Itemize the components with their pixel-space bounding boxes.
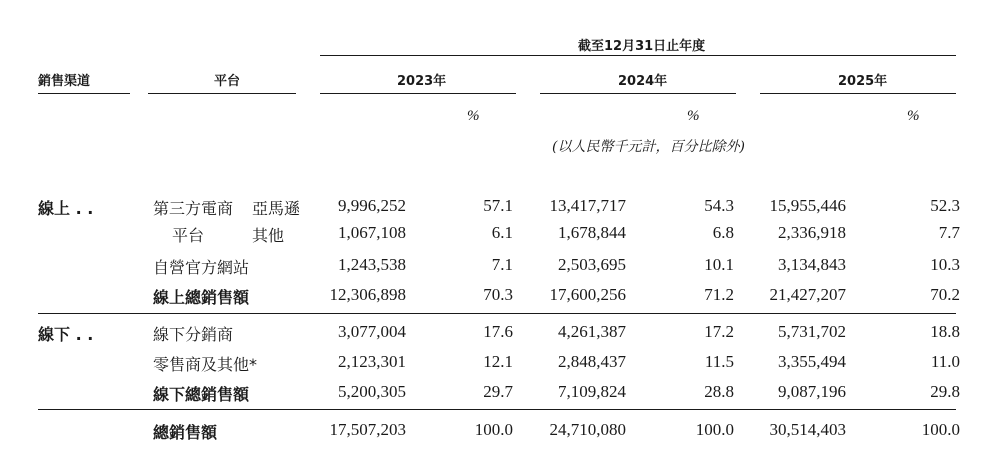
online-total-label: 線上總銷售額 <box>153 288 250 307</box>
period-header: 截至12月31日止年度 <box>578 39 706 54</box>
online-r1-2023-pct: 57.1 <box>483 196 513 215</box>
year-2023-underline <box>320 93 516 94</box>
online-r3-2025-value: 3,134,843 <box>778 255 846 274</box>
online-r1-2023-value: 9,996,252 <box>338 196 406 215</box>
online-section-divider <box>38 313 956 314</box>
online-total-2024-pct: 71.2 <box>704 285 734 304</box>
offline-r1-2024-pct: 17.2 <box>704 322 734 341</box>
grand-total-2023-value: 17,507,203 <box>329 420 406 439</box>
online-r3-2023-value: 1,243,538 <box>338 255 406 274</box>
online-r2-2023-pct: 6.1 <box>491 223 513 242</box>
online-r3-2024-value: 2,503,695 <box>558 255 626 274</box>
offline-total-2024-value: 7,109,824 <box>558 382 626 401</box>
online-channel-label: 線上 . . <box>38 199 94 218</box>
offline-total-2023-pct: 29.7 <box>483 382 513 401</box>
offline-r2-2023-value: 2,123,301 <box>338 352 406 371</box>
offline-r2-2025-pct: 11.0 <box>930 352 960 371</box>
online-r2-2025-pct: 7.7 <box>938 223 960 242</box>
online-total-2025-value: 21,427,207 <box>769 285 846 304</box>
offline-total-label: 線下總銷售額 <box>153 385 250 404</box>
pct-symbol-2025: % <box>907 108 920 124</box>
channel-column-header: 銷售渠道 <box>38 74 91 89</box>
platform-column-header: 平台 <box>214 74 241 89</box>
platform-label-continued: 平台 <box>172 226 205 245</box>
online-r2-2025-value: 2,336,918 <box>778 223 846 242</box>
offline-section-divider <box>38 409 956 410</box>
unit-note: (以人民幣千元計，百分比除外) <box>552 139 745 155</box>
online-r2-2023-value: 1,067,108 <box>338 223 406 242</box>
online-total-2023-pct: 70.3 <box>483 285 513 304</box>
platform-third-party-ecommerce: 第三方電商 <box>153 199 234 218</box>
online-r1-2024-value: 13,417,717 <box>549 196 626 215</box>
offline-channel-label: 線下 . . <box>38 325 94 344</box>
online-total-2023-value: 12,306,898 <box>329 285 406 304</box>
offline-r1-2025-pct: 18.8 <box>930 322 960 341</box>
online-r1-2025-pct: 52.3 <box>930 196 960 215</box>
offline-r2-2023-pct: 12.1 <box>483 352 513 371</box>
sub-platform-amazon: 亞馬遜 <box>252 199 301 218</box>
online-r3-2024-pct: 10.1 <box>704 255 734 274</box>
platform-offline-distributors: 線下分銷商 <box>153 325 234 344</box>
offline-total-2023-value: 5,200,305 <box>338 382 406 401</box>
year-2024-underline <box>540 93 736 94</box>
online-total-2025-pct: 70.2 <box>930 285 960 304</box>
offline-r1-2025-value: 5,731,702 <box>778 322 846 341</box>
year-header-2025: 2025年 <box>838 74 888 89</box>
sub-platform-others: 其他 <box>252 226 285 245</box>
online-r2-2024-pct: 6.8 <box>712 223 734 242</box>
header-rule <box>320 55 956 56</box>
platform-own-official-website: 自營官方網站 <box>153 258 250 277</box>
grand-total-2023-pct: 100.0 <box>474 420 513 439</box>
pct-symbol-2023: % <box>467 108 480 124</box>
online-r1-2025-value: 15,955,446 <box>769 196 846 215</box>
offline-total-2025-pct: 29.8 <box>930 382 960 401</box>
online-r3-2023-pct: 7.1 <box>491 255 513 274</box>
grand-total-2024-pct: 100.0 <box>695 420 734 439</box>
channel-header-underline <box>38 93 130 94</box>
platform-retailers-and-others: 零售商及其他* <box>153 355 258 374</box>
online-r1-2024-pct: 54.3 <box>704 196 734 215</box>
year-header-2023: 2023年 <box>397 74 447 89</box>
offline-total-2024-pct: 28.8 <box>704 382 734 401</box>
platform-header-underline <box>148 93 296 94</box>
year-2025-underline <box>760 93 956 94</box>
offline-r1-2023-value: 3,077,004 <box>338 322 406 341</box>
online-total-2024-value: 17,600,256 <box>549 285 626 304</box>
pct-symbol-2024: % <box>687 108 700 124</box>
year-header-2024: 2024年 <box>618 74 668 89</box>
offline-r1-2024-value: 4,261,387 <box>558 322 626 341</box>
offline-total-2025-value: 9,087,196 <box>778 382 846 401</box>
grand-total-2025-value: 30,514,403 <box>769 420 846 439</box>
offline-r2-2024-value: 2,848,437 <box>558 352 626 371</box>
grand-total-label: 總銷售額 <box>153 423 218 442</box>
online-r3-2025-pct: 10.3 <box>930 255 960 274</box>
offline-r2-2025-value: 3,355,494 <box>778 352 846 371</box>
offline-r2-2024-pct: 11.5 <box>704 352 734 371</box>
grand-total-2024-value: 24,710,080 <box>549 420 626 439</box>
offline-r1-2023-pct: 17.6 <box>483 322 513 341</box>
grand-total-2025-pct: 100.0 <box>921 420 960 439</box>
online-r2-2024-value: 1,678,844 <box>558 223 626 242</box>
